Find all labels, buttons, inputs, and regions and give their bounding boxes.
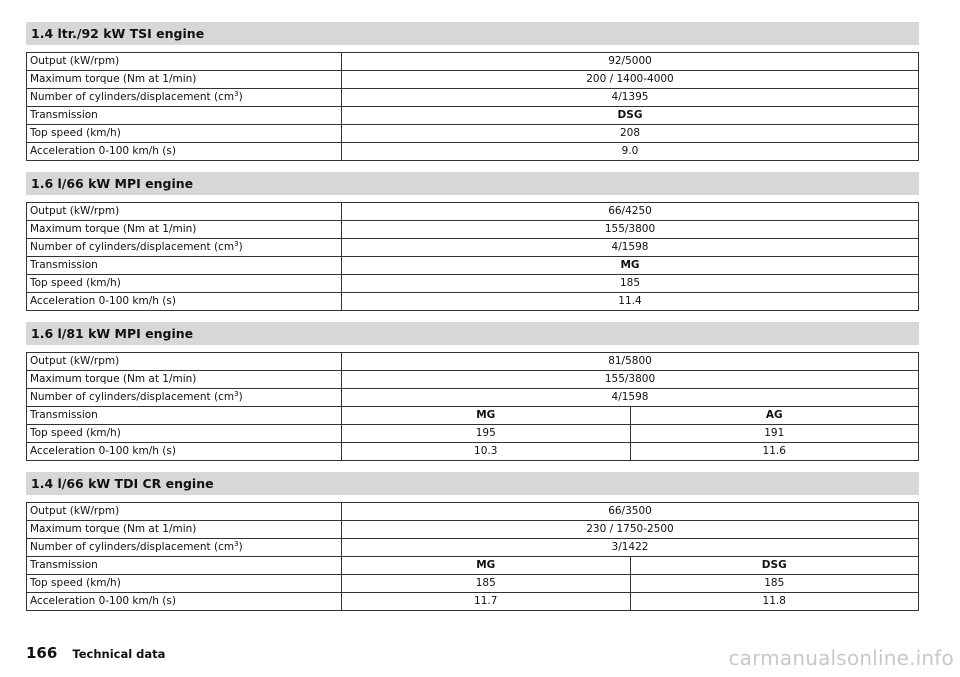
row-value: 230 / 1750-2500 — [342, 521, 919, 539]
row-label-text: Acceleration 0-100 km/h (s) — [30, 295, 176, 307]
row-value: DSG — [342, 107, 919, 125]
row-label — [27, 53, 342, 71]
row-value: 4/1598 — [342, 239, 919, 257]
row-value: 66/3500 — [342, 503, 919, 521]
table-row — [27, 575, 919, 593]
table-row — [27, 71, 919, 89]
row-label-superscript: 3 — [234, 540, 239, 548]
row-label-text: Output (kW/rpm) — [30, 205, 120, 217]
row-label — [27, 521, 342, 539]
section-2 — [26, 172, 919, 311]
page-footer — [26, 642, 165, 664]
table-row — [27, 557, 919, 575]
row-label-text: Transmission — [30, 409, 98, 421]
row-value: MG — [342, 407, 631, 425]
row-label — [27, 203, 342, 221]
row-label-text: Maximum torque (Nm at 1/min) — [30, 523, 197, 535]
table-row — [27, 53, 919, 71]
row-label — [27, 257, 342, 275]
row-label — [27, 239, 342, 257]
row-label — [27, 107, 342, 125]
row-label — [27, 371, 342, 389]
section-4 — [26, 472, 919, 611]
row-value: 208 — [342, 125, 919, 143]
table-row — [27, 353, 919, 371]
table-row — [27, 221, 919, 239]
row-label-suffix: ) — [238, 391, 243, 403]
row-value: 9.0 — [342, 143, 919, 161]
row-value: AG — [630, 407, 919, 425]
row-value: 185 — [342, 275, 919, 293]
row-value: 92/5000 — [342, 53, 919, 71]
row-label-text: Acceleration 0-100 km/h (s) — [30, 595, 176, 607]
row-label-text: Maximum torque (Nm at 1/min) — [30, 223, 197, 235]
table-row — [27, 89, 919, 107]
row-value: 11.8 — [630, 593, 919, 611]
row-label-suffix: ) — [238, 91, 243, 103]
table-row — [27, 503, 919, 521]
table-row — [27, 539, 919, 557]
row-label — [27, 407, 342, 425]
row-value: 81/5800 — [342, 353, 919, 371]
spec-table — [26, 52, 919, 161]
row-value: MG — [342, 257, 919, 275]
section-title: 1.4 ltr./92 kW TSI engine — [26, 22, 919, 45]
table-row — [27, 125, 919, 143]
row-label-text: Number of cylinders/displacement (cm — [30, 541, 235, 553]
table-row — [27, 389, 919, 407]
row-value: 191 — [630, 425, 919, 443]
row-label — [27, 221, 342, 239]
row-value: 10.3 — [342, 443, 631, 461]
row-value: 11.4 — [342, 293, 919, 311]
watermark: carmanualsonline.info — [728, 646, 954, 670]
row-label-text: Top speed (km/h) — [30, 577, 121, 589]
row-value: 11.7 — [342, 593, 631, 611]
row-label — [27, 503, 342, 521]
row-label — [27, 575, 342, 593]
row-label-text: Transmission — [30, 259, 98, 271]
section-title: 1.6 l/66 kW MPI engine — [26, 172, 919, 195]
table-row — [27, 521, 919, 539]
row-label-text: Number of cylinders/displacement (cm — [30, 241, 235, 253]
row-label — [27, 353, 342, 371]
row-label-text: Number of cylinders/displacement (cm — [30, 91, 235, 103]
row-value: 11.6 — [630, 443, 919, 461]
row-value: 4/1598 — [342, 389, 919, 407]
row-label-text: Output (kW/rpm) — [30, 55, 120, 67]
row-value: 3/1422 — [342, 539, 919, 557]
table-row — [27, 593, 919, 611]
row-label-text: Top speed (km/h) — [30, 277, 121, 289]
table-row — [27, 257, 919, 275]
row-value: 185 — [342, 575, 631, 593]
spec-table — [26, 352, 919, 461]
row-label-text: Acceleration 0-100 km/h (s) — [30, 145, 176, 157]
row-label — [27, 89, 342, 107]
table-row — [27, 407, 919, 425]
section-title: 1.6 l/81 kW MPI engine — [26, 322, 919, 345]
table-row — [27, 425, 919, 443]
table-row — [27, 443, 919, 461]
row-value: 200 / 1400-4000 — [342, 71, 919, 89]
table-row — [27, 203, 919, 221]
row-label-superscript: 3 — [234, 240, 239, 248]
row-label-text: Maximum torque (Nm at 1/min) — [30, 373, 197, 385]
table-row — [27, 143, 919, 161]
row-label-text: Transmission — [30, 559, 98, 571]
row-value: 155/3800 — [342, 371, 919, 389]
row-value: 4/1395 — [342, 89, 919, 107]
row-label-text: Number of cylinders/displacement (cm — [30, 391, 235, 403]
table-row — [27, 239, 919, 257]
row-label — [27, 125, 342, 143]
row-label — [27, 425, 342, 443]
row-value: DSG — [630, 557, 919, 575]
section-1 — [26, 22, 919, 161]
section-3 — [26, 322, 919, 461]
row-label — [27, 443, 342, 461]
row-label — [27, 539, 342, 557]
row-value: 155/3800 — [342, 221, 919, 239]
row-label-text: Maximum torque (Nm at 1/min) — [30, 73, 197, 85]
row-label-suffix: ) — [238, 241, 243, 253]
row-label-superscript: 3 — [234, 390, 239, 398]
row-label — [27, 593, 342, 611]
row-label — [27, 143, 342, 161]
footer-title: Technical data — [72, 647, 166, 661]
row-label-text: Top speed (km/h) — [30, 127, 121, 139]
table-row — [27, 107, 919, 125]
spec-table — [26, 202, 919, 311]
row-value: 195 — [342, 425, 631, 443]
page-number: 166 — [26, 644, 58, 662]
row-label — [27, 293, 342, 311]
row-label — [27, 71, 342, 89]
row-label-superscript: 3 — [234, 90, 239, 98]
row-label — [27, 389, 342, 407]
row-label-text: Acceleration 0-100 km/h (s) — [30, 445, 176, 457]
row-label-text: Transmission — [30, 109, 98, 121]
row-value: 66/4250 — [342, 203, 919, 221]
row-value: MG — [342, 557, 631, 575]
row-label — [27, 557, 342, 575]
row-label — [27, 275, 342, 293]
row-label-text: Top speed (km/h) — [30, 427, 121, 439]
table-row — [27, 275, 919, 293]
spec-table — [26, 502, 919, 611]
row-label-text: Output (kW/rpm) — [30, 505, 120, 517]
table-row — [27, 371, 919, 389]
row-label-text: Output (kW/rpm) — [30, 355, 120, 367]
table-row — [27, 293, 919, 311]
row-value: 185 — [630, 575, 919, 593]
row-label-suffix: ) — [238, 541, 243, 553]
section-title: 1.4 l/66 kW TDI CR engine — [26, 472, 919, 495]
